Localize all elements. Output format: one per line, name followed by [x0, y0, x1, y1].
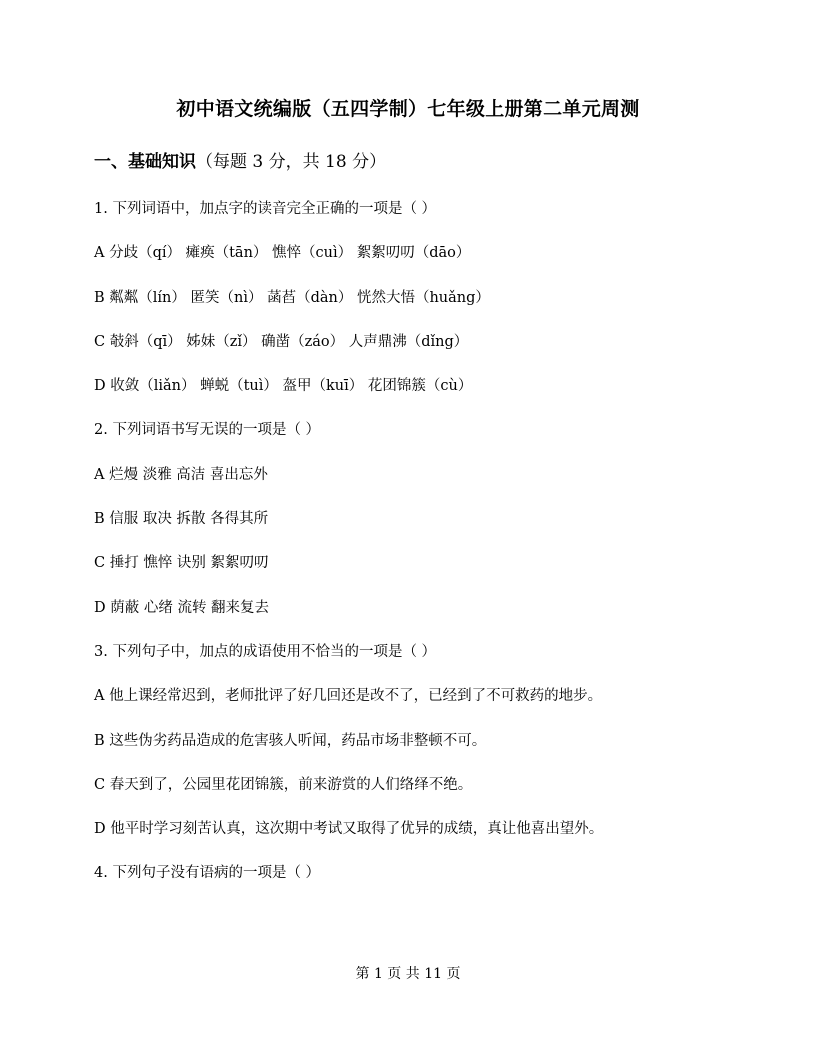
question-4-stem: 4. 下列句子没有语病的一项是（ ） — [94, 865, 321, 882]
question-1-option-d: D 收敛（liǎn） 蝉蜕（tuì） 盔甲（kuī） 花团锦簇（cù） — [94, 378, 473, 395]
question-3-option-a: A 他上课经常迟到，老师批评了好几回还是改不了，已经到了不可救药的地步。 — [94, 688, 603, 705]
page-footer: 第 1 页 共 11 页 — [355, 966, 461, 982]
question-2-stem: 2. 下列词语书写无误的一项是（ ） — [94, 422, 321, 439]
section-heading — [94, 150, 386, 174]
section-heading-label: 一、基础知识 — [94, 152, 196, 172]
question-1-option-a: A 分歧（qí） 瘫痪（tān） 憔悴（cuì） 絮絮叨叨（dāo） — [94, 245, 471, 262]
question-1-option-c: C 攲斜（qī） 姊妹（zǐ） 确凿（záo） 人声鼎沸（dǐng） — [94, 333, 469, 350]
question-1-option-b: B 粼粼（lín） 匿笑（nì） 菡萏（dàn） 恍然大悟（huǎng） — [94, 289, 490, 306]
question-3-stem: 3. 下列句子中，加点的成语使用不恰当的一项是（ ） — [94, 643, 437, 660]
question-3-option-b: B 这些伪劣药品造成的危害骇人听闻，药品市场非整顿不可。 — [94, 732, 487, 749]
question-1-stem: 1. 下列词语中，加点字的读音完全正确的一项是（ ） — [94, 201, 437, 217]
section-scoring: （每题 3 分，共 18 分） — [196, 152, 387, 172]
page-title: 初中语文统编版（五四学制）七年级上册第二单元周测 — [176, 98, 640, 120]
question-3-option-c: C 春天到了，公园里花团锦簇，前来游赏的人们络绎不绝。 — [94, 776, 473, 793]
question-2-option-a: A 烂熳 淡雅 高洁 喜出忘外 — [94, 466, 268, 483]
question-2-option-d: D 荫蔽 心绪 流转 翻来复去 — [94, 599, 270, 616]
question-2-option-c: C 捶打 憔悴 诀别 絮絮叨叨 — [94, 555, 269, 572]
question-list — [94, 198, 734, 907]
question-3-option-d: D 他平时学习刻苦认真，这次期中考试又取得了优异的成绩，真让他喜出望外。 — [94, 821, 604, 838]
question-2-option-b: B 信服 取决 拆散 各得其所 — [94, 511, 269, 528]
